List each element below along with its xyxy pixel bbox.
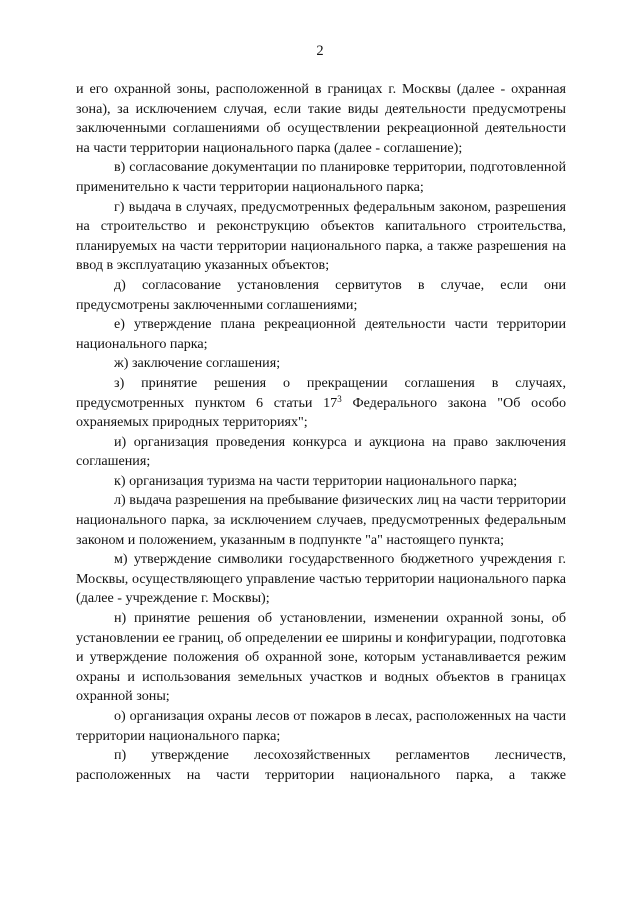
page-number: 2 — [316, 43, 324, 59]
paragraph-item-z — [76, 374, 566, 433]
paragraph-item-i: и) организация проведения конкурса и аукциона на право заключения соглашения; — [76, 433, 566, 470]
paragraph-item-v: в) согласование документации по планировке территории, подготовленной применительно к части территории национального парка; — [76, 159, 566, 195]
paragraph-item-o: о) организация охраны лесов от пожаров в лесах, расположенных на части территории национального парка; — [76, 708, 566, 744]
paragraph-item-z-text-end: Федерального закона "Об особо охраняемых природных территориях"; — [76, 394, 567, 431]
paragraph-item-d: д) согласование установления сервитутов в случае, если они предусмотрены заключенными соглашениями; — [76, 276, 566, 313]
paragraph-item-l: л) выдача разрешения на пребывание физических лиц на части территории национального парка, за исключением случаев, предусмотренных федеральным законом и положением, указанным в подпункте "а" настоящего пункта; — [76, 492, 566, 548]
document-body — [76, 80, 566, 785]
paragraph-item-zh: ж) заключение соглашения; — [114, 355, 281, 372]
paragraph-item-p: п) утверждение лесохозяйственных регламентов лесничеств, расположенных на части территории национального парка, а также — [76, 747, 566, 783]
paragraph-item-e: е) утверждение плана рекреационной деятельности части территории национального парка; — [76, 316, 566, 352]
paragraph-continuation: и его охранной зоны, расположенной в границах г. Москвы (далее - охранная зона), за исключением случая, если такие виды деятельности предусмотрены заключенными соглашениями об осуществлении рекреационной деятельности на части территории национального парка (далее - соглашение); — [76, 81, 566, 156]
paragraph-item-k: к) организация туризма на части территории национального парка; — [114, 472, 518, 489]
paragraph-item-z-text-start: з) принятие решения о прекращении соглашения в случаях, предусмотренных пунктом 6 статьи 17 — [76, 374, 566, 411]
article-superscript: 3 — [337, 393, 342, 404]
paragraph-item-g: г) выдача в случаях, предусмотренных федеральным законом, разрешения на строительство и реконструкцию объектов капитального строительства, планируемых на части территории национального парка, а также разрешения на ввод в эксплуатацию указанных объектов; — [76, 198, 566, 274]
paragraph-item-m: м) утверждение символики государственного бюджетного учреждения г. Москвы, осуществляющего управление частью территории национального парка (далее - учреждение г. Москвы); — [76, 551, 566, 607]
paragraph-item-n: н) принятие решения об установлении, изменении охранной зоны, об установлении ее границ, об определении ее ширины и конфигурации, подготовка и утверждение положения об охранной зоне, которым устанавливается режим охраны и использования земельных участков и водных объектов в границах охранной зоны; — [76, 610, 566, 705]
